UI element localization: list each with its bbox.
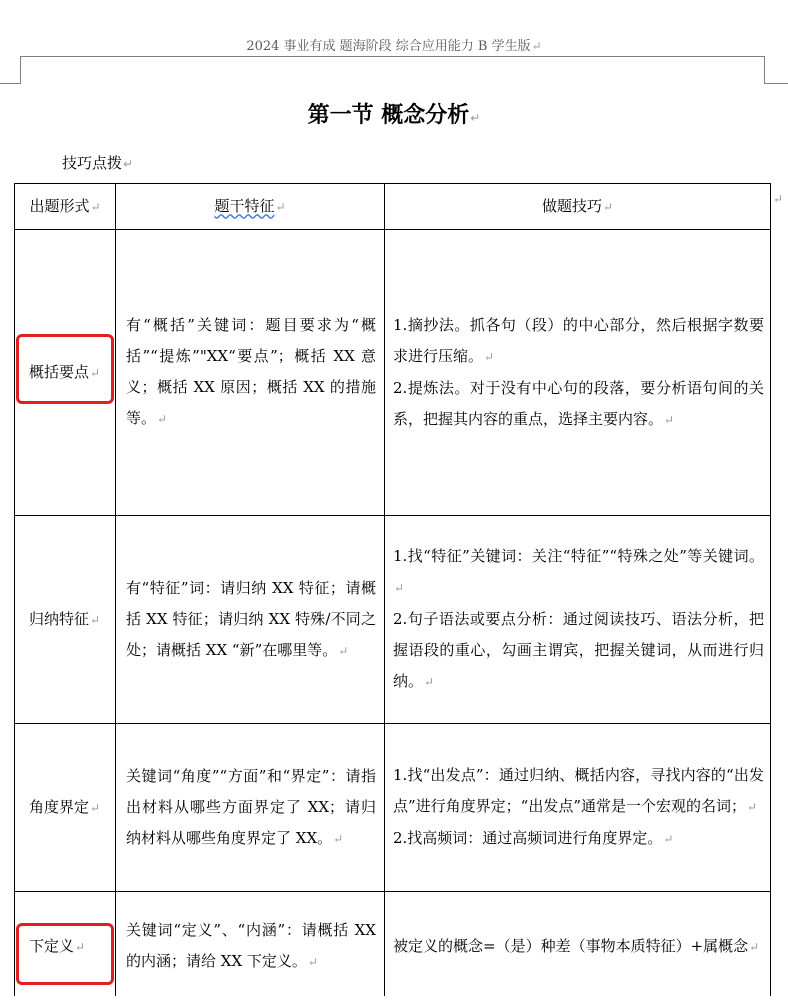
technique-item: 1.找“出发点”：通过归纳、概括内容，寻找内容的“出发点”进行角度界定；“出发点”通常是一个宏观的名词；↵ [393,766,764,815]
margin-corner-left-h [0,83,21,84]
table-row [15,724,771,892]
row-techniques [385,724,771,892]
table-row [15,230,771,516]
header-stem-features: 题干特征↵ [116,184,385,230]
row-features: 有“特征”词：请归纳 XX 特征；请概括 XX 特征；请归纳 XX 特殊/不同之处；请概括 XX “新”在哪里等。↵ [116,516,385,724]
highlight-box-define [16,923,114,985]
row-techniques [385,230,771,516]
row-category: 概括要点↵ [15,230,116,516]
end-of-row-mark: ↵ [773,192,784,206]
tips-table [14,183,771,1002]
table-header-row [15,184,771,230]
header-question-type: 出题形式↵ [15,184,116,230]
row-category: 归纳特征↵ [15,516,116,724]
technique-item: 2.句子语法或要点分析：通过阅读技巧、语法分析，把握语段的重心，勾画主谓宾，把握关键词，从而进行归纳。↵ [393,610,764,690]
table-row [15,516,771,724]
page-top-border [20,56,765,57]
section-label: 技巧点拨↵ [62,154,134,172]
row-category: 下定义↵ [15,892,116,1002]
margin-corner-right-h [764,83,788,84]
margin-corner-right [764,56,765,84]
technique-item: 1.摘抄法。抓各句（段）的中心部分，然后根据字数要求进行压缩。↵ [393,315,764,365]
row-techniques [385,516,771,724]
running-header: 2024 事业有成 题海阶段 综合应用能力 B 学生版↵ [246,39,542,54]
table-row [15,892,771,1002]
row-techniques [385,892,771,1002]
technique-item: 1.找“特征”关键词：关注“特征”“特殊之处”等关键词。↵ [393,547,764,595]
margin-corner-left [20,56,21,84]
row-features: 有“概括”关键词：题目要求为“概括”“提炼”"XX“要点”；概括 XX 意义；概括 XX 原因；概括 XX 的措施等。↵ [116,230,385,516]
row-features: 关键词“定义”、“内涵”：请概括 XX 的内涵；请给 XX 下定义。↵ [116,892,385,1002]
highlight-box-summarize [16,334,114,404]
row-category: 角度界定↵ [15,724,116,892]
technique-item: 被定义的概念=（是）种差（事物本质特征）+属概念↵ [393,936,760,955]
row-features: 关键词“角度”“方面”和“界定”：请指出材料从哪些方面界定了 XX；请归纳材料从哪些角度界定了 XX。↵ [116,724,385,892]
page-title: 第一节 概念分析↵ [307,103,481,128]
page-bottom-edge [0,996,788,1005]
header-techniques: 做题技巧↵ [385,184,771,230]
technique-item: 2.找高频词：通过高频词进行角度界定。↵ [393,829,674,847]
technique-item: 2.提炼法。对于没有中心句的段落，要分析语句间的关系，把握其内容的重点，选择主要内容。↵ [393,378,764,428]
